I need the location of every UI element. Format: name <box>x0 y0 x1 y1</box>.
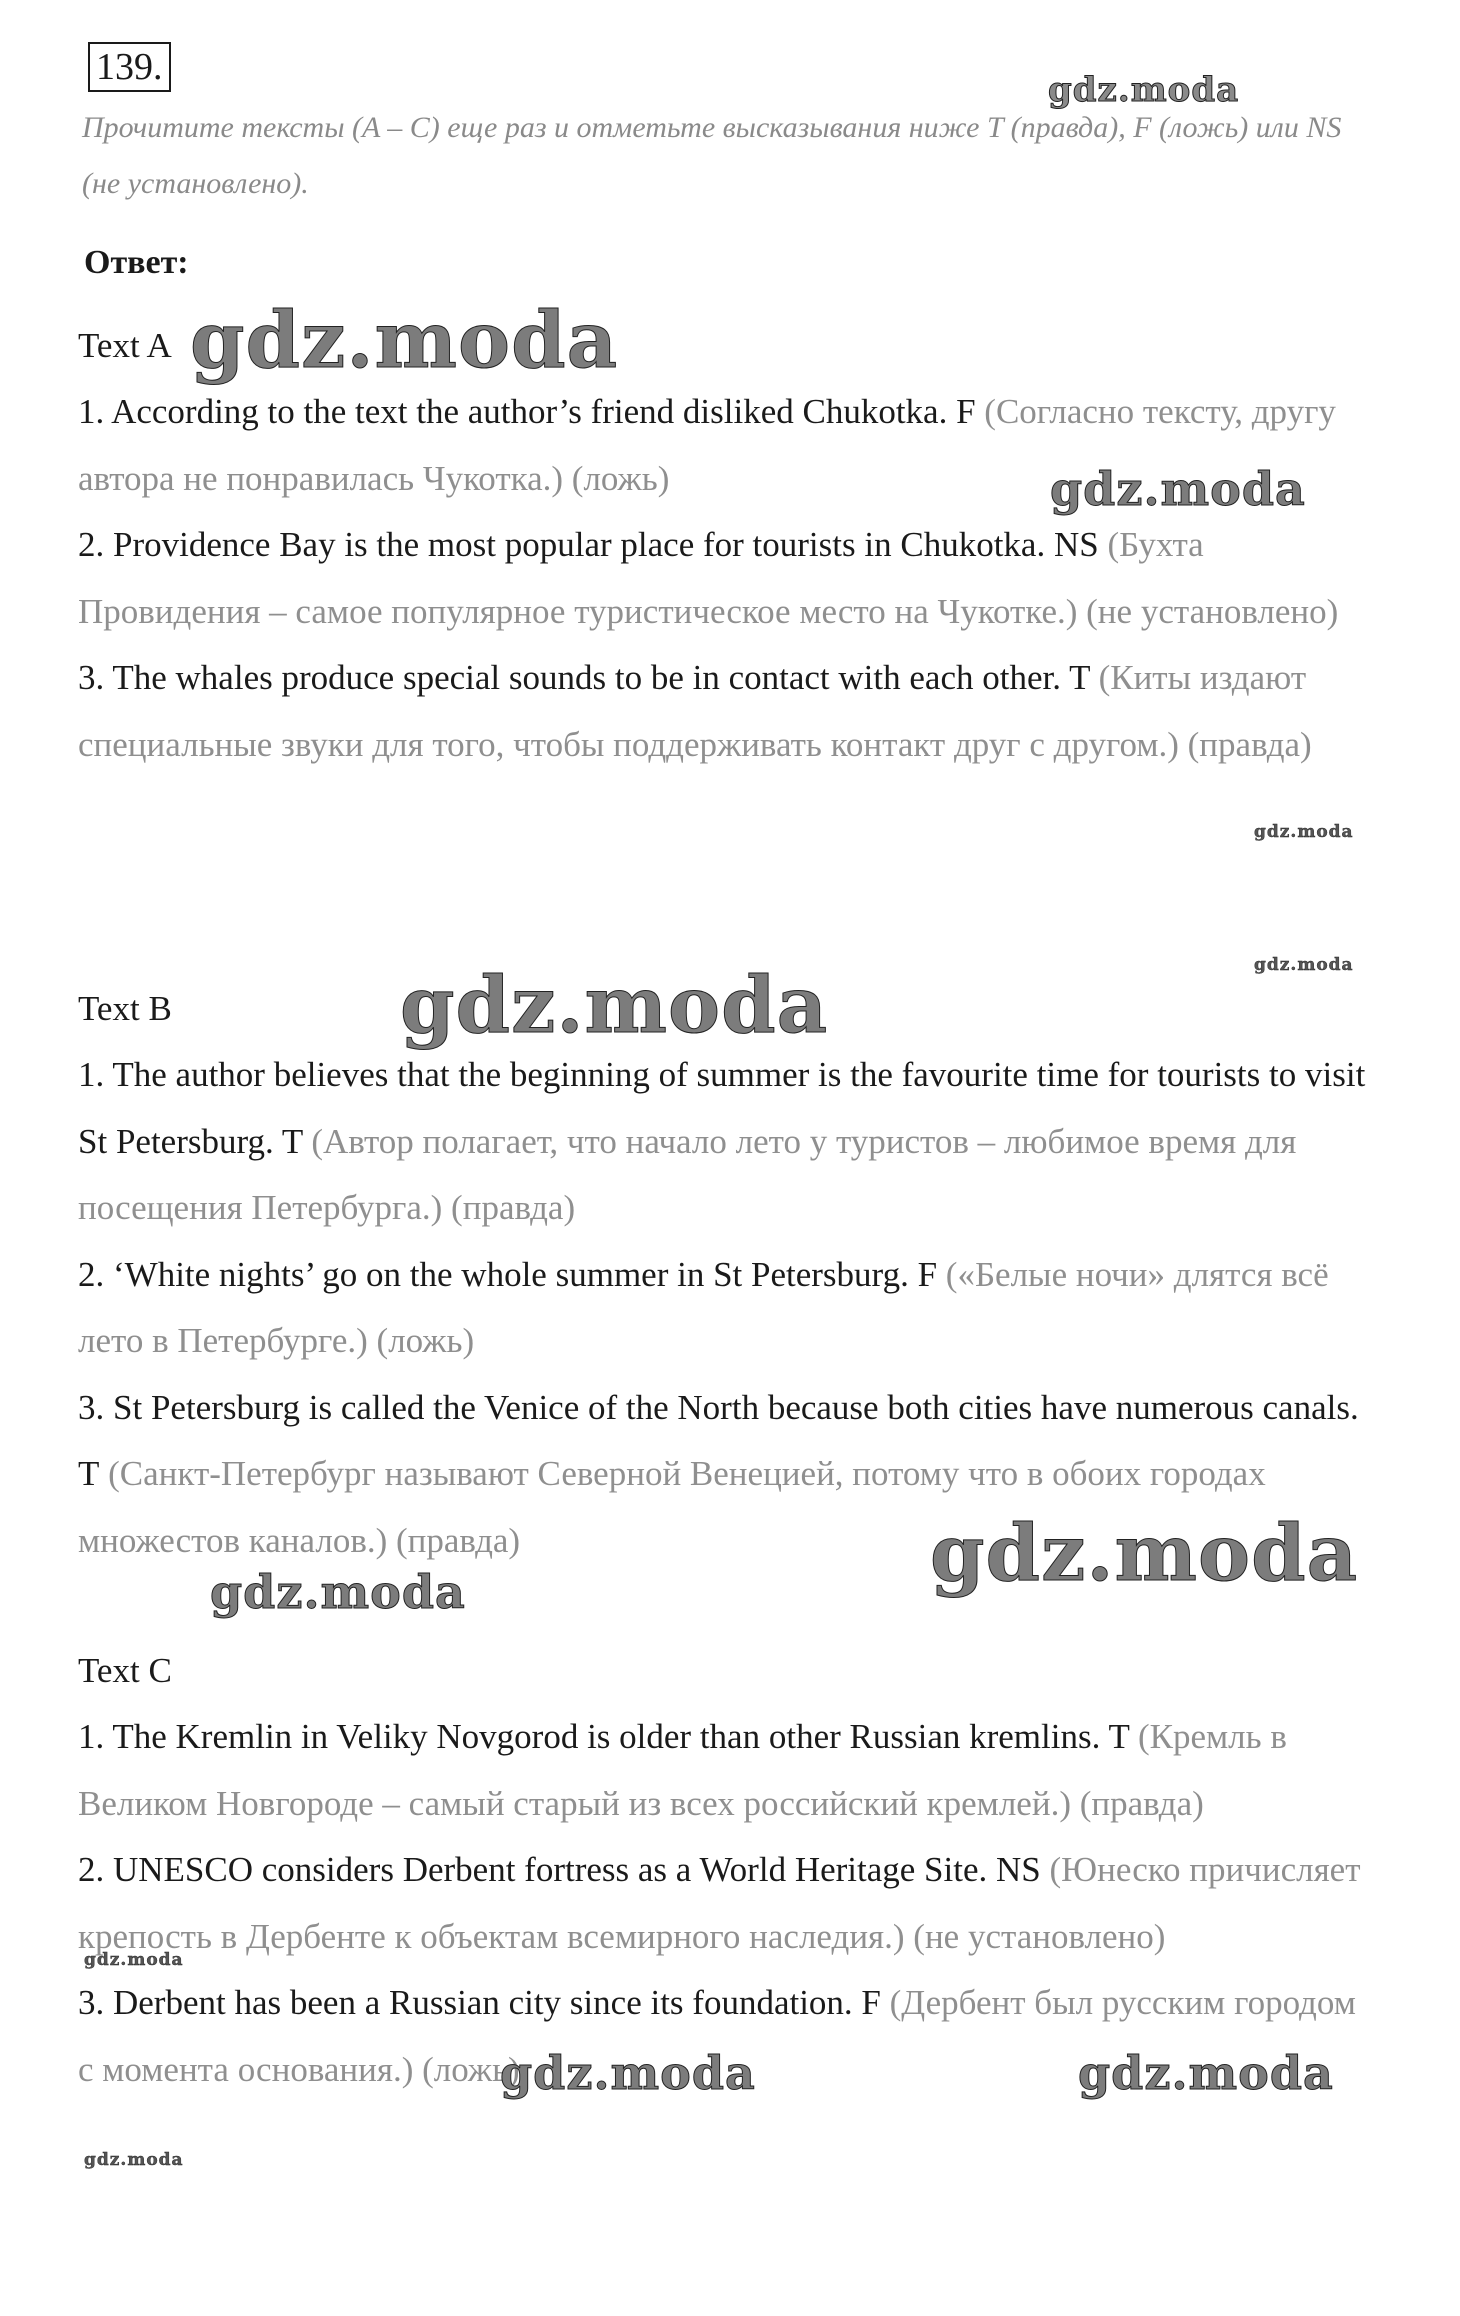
section-title: Text B <box>78 989 172 1028</box>
watermark: gdz.moda <box>400 960 829 1051</box>
statement-english: 1. The author believes that the beginning of summer is the favourite time for tourists to visit St Petersburg. T <box>78 1055 1366 1161</box>
statement-english: 2. Providence Bay is the most popular place for tourists in Chukotka. NS <box>78 525 1099 564</box>
statement-russian: (Автор полагает, что начало лето у туристов – любимое время для посещения Петербурга.) (правда) <box>78 1121 1297 1227</box>
watermark: gdz.moda <box>930 1508 1359 1599</box>
statement-english: 1. The Kremlin in Veliky Novgorod is older than other Russian kremlins. T <box>78 1717 1130 1756</box>
statement-english: 3. Derbent has been a Russian city since its foundation. F <box>78 1983 881 2022</box>
watermark: gdz.moda <box>1254 822 1354 842</box>
statement-russian: (Кремль в Великом Новгороде – самый старый из всех российский кремлей.) (правда) <box>78 1717 1287 1823</box>
statement-russian: (Санкт-Петербург называют Северной Венецией, потому что в обоих городах множестов каналов.) (правда) <box>78 1454 1266 1560</box>
section-text-c <box>78 1638 1378 2103</box>
statement-english: 2. UNESCO considers Derbent fortress as a World Heritage Site. NS <box>78 1850 1041 1889</box>
watermark: gdz.moda <box>1078 2046 1334 2100</box>
watermark: gdz.moda <box>84 2150 184 2170</box>
watermark: gdz.moda <box>1254 955 1354 975</box>
watermark: gdz.moda <box>1048 70 1240 110</box>
watermark: gdz.moda <box>210 1565 466 1619</box>
section-text-b <box>78 976 1378 1574</box>
watermark: gdz.moda <box>500 2046 756 2100</box>
statement-item <box>78 1242 1378 1375</box>
watermark: gdz.moda <box>84 1950 184 1970</box>
watermark: gdz.moda <box>1050 462 1306 516</box>
statement-russian: (Дербент был русским городом с момента основания.) (ложь) <box>78 1983 1356 2089</box>
watermark: gdz.moda <box>190 295 619 386</box>
statement-item <box>78 1837 1378 1970</box>
statement-item <box>78 1704 1378 1837</box>
statement-russian: (Киты издают специальные звуки для того, чтобы поддерживать контакт друг с другом.) (правда) <box>78 658 1312 764</box>
statement-english: 3. St Petersburg is called the Venice of the North because both cities have numerous canals. T <box>78 1387 1359 1493</box>
statement-item <box>78 1042 1378 1242</box>
statement-russian: (Юнеско причисляет крепость в Дербенте к объектам всемирного наследия.) (не установлено) <box>78 1850 1361 1956</box>
task-number: 139. <box>88 42 171 92</box>
statement-russian: (Согласно тексту, другу автора не понравилась Чукотка.) (ложь) <box>78 392 1336 498</box>
statement-english: 2. ‘White nights’ go on the whole summer in St Petersburg. F <box>78 1254 938 1294</box>
statement-english: 1. According to the text the author’s friend disliked Chukotka. F <box>78 392 976 431</box>
section-title: Text C <box>78 1651 172 1690</box>
answer-label: Ответ: <box>84 244 189 281</box>
instruction-text: Прочитите тексты (A – C) еще раз и отметьте высказывания ниже T (правда), F (ложь) или NS (не установлено). <box>82 111 1342 200</box>
statement-russian: (Бухта Провидения – самое популярное туристическое место на Чукотке.) (не установлено) <box>78 525 1339 631</box>
statement-item <box>78 645 1378 778</box>
statement-russian: («Белые ночи» длятся всё лето в Петербурге.) (ложь) <box>78 1254 1329 1360</box>
statement-english: 3. The whales produce special sounds to be in contact with each other. T <box>78 658 1090 697</box>
statement-item <box>78 512 1378 645</box>
section-title: Text A <box>78 326 172 365</box>
